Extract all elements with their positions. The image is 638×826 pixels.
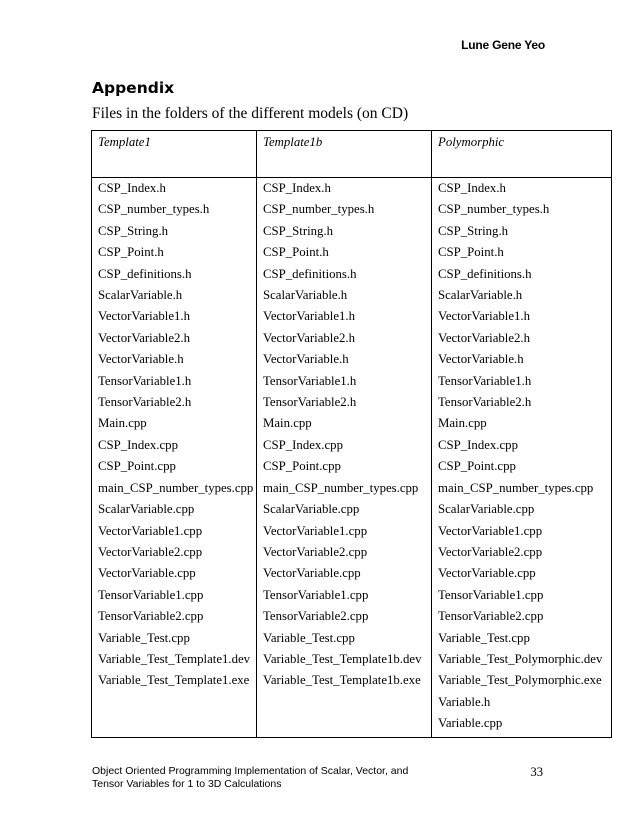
table-row	[92, 435, 612, 456]
table-cell: TensorVariable1.h	[257, 371, 432, 392]
footer-line-1: Object Oriented Programming Implementation of Scalar, Vector, and	[92, 765, 409, 777]
table-cell: VectorVariable.h	[257, 349, 432, 370]
table-cell: Variable_Test.cpp	[257, 628, 432, 649]
table-cell: ScalarVariable.cpp	[432, 499, 612, 520]
table-cell	[257, 713, 432, 738]
table-cell: VectorVariable2.h	[257, 328, 432, 349]
table-cell: TensorVariable1.cpp	[92, 585, 257, 606]
table-cell: Variable_Test_Polymorphic.dev	[432, 649, 612, 670]
table-cell: main_CSP_number_types.cpp	[432, 478, 612, 499]
column-header-template1: Template1	[92, 131, 257, 178]
table-cell: CSP_Point.h	[432, 242, 612, 263]
table-cell: VectorVariable2.cpp	[92, 542, 257, 563]
table-cell: Main.cpp	[92, 413, 257, 434]
table-row	[92, 221, 612, 242]
table-cell: TensorVariable2.h	[92, 392, 257, 413]
table-cell: VectorVariable.cpp	[92, 563, 257, 584]
table-cell: CSP_Point.h	[257, 242, 432, 263]
table-row	[92, 542, 612, 563]
table-cell: Main.cpp	[432, 413, 612, 434]
table-row	[92, 178, 612, 200]
table-cell: VectorVariable.cpp	[432, 563, 612, 584]
table-row	[92, 392, 612, 413]
table-cell: TensorVariable1.cpp	[432, 585, 612, 606]
table-cell: CSP_Index.h	[257, 178, 432, 200]
table-cell: ScalarVariable.h	[432, 285, 612, 306]
table-row	[92, 349, 612, 370]
table-header-row	[92, 131, 612, 178]
footer-title	[92, 765, 452, 791]
table-cell: Variable.h	[432, 692, 612, 713]
table-cell: CSP_Point.h	[92, 242, 257, 263]
table-cell: VectorVariable.h	[432, 349, 612, 370]
table-cell: CSP_Point.cpp	[257, 456, 432, 477]
table-cell: ScalarVariable.h	[92, 285, 257, 306]
table-cell: VectorVariable1.cpp	[257, 521, 432, 542]
table-cell: VectorVariable1.cpp	[92, 521, 257, 542]
author-name: Lune Gene Yeo	[461, 38, 545, 52]
intro-text: Files in the folders of the different models (on CD)	[92, 105, 409, 122]
table-cell: VectorVariable1.h	[432, 306, 612, 327]
table-row	[92, 199, 612, 220]
table-cell: Variable_Test_Template1b.exe	[257, 670, 432, 691]
table-cell: CSP_Index.cpp	[92, 435, 257, 456]
table-cell: TensorVariable2.cpp	[257, 606, 432, 627]
table-cell: Main.cpp	[257, 413, 432, 434]
table-cell: ScalarVariable.cpp	[92, 499, 257, 520]
table-cell: CSP_Index.h	[92, 178, 257, 200]
table-cell: TensorVariable1.h	[432, 371, 612, 392]
table-cell	[92, 692, 257, 713]
table-cell: TensorVariable1.h	[92, 371, 257, 392]
page-number: 33	[530, 765, 543, 779]
table-cell: CSP_Point.cpp	[432, 456, 612, 477]
table-row	[92, 649, 612, 670]
table-row	[92, 371, 612, 392]
table-row	[92, 670, 612, 691]
table-row	[92, 285, 612, 306]
column-header-template1b: Template1b	[257, 131, 432, 178]
table-cell: ScalarVariable.h	[257, 285, 432, 306]
table-cell: VectorVariable1.h	[257, 306, 432, 327]
table-cell: TensorVariable2.cpp	[432, 606, 612, 627]
table-cell: CSP_number_types.h	[432, 199, 612, 220]
table-cell	[257, 692, 432, 713]
table-cell: CSP_definitions.h	[92, 264, 257, 285]
table-cell: VectorVariable.h	[92, 349, 257, 370]
table-cell: TensorVariable1.cpp	[257, 585, 432, 606]
files-table	[91, 130, 612, 738]
table-row	[92, 413, 612, 434]
table-row	[92, 563, 612, 584]
table-cell: CSP_Point.cpp	[92, 456, 257, 477]
table-cell: Variable_Test_Polymorphic.exe	[432, 670, 612, 691]
table-cell: VectorVariable2.h	[432, 328, 612, 349]
table-row	[92, 478, 612, 499]
table-row	[92, 521, 612, 542]
table-row	[92, 328, 612, 349]
table-cell: VectorVariable.cpp	[257, 563, 432, 584]
table-cell: CSP_Index.h	[432, 178, 612, 200]
table-cell: CSP_number_types.h	[92, 199, 257, 220]
table-cell: Variable_Test_Template1b.dev	[257, 649, 432, 670]
table-cell: CSP_number_types.h	[257, 199, 432, 220]
table-row	[92, 264, 612, 285]
table-row	[92, 692, 612, 713]
table-cell: TensorVariable2.h	[257, 392, 432, 413]
table-cell: CSP_String.h	[432, 221, 612, 242]
table-row	[92, 306, 612, 327]
table-cell: Variable.cpp	[432, 713, 612, 738]
table-cell: TensorVariable2.h	[432, 392, 612, 413]
table-cell: CSP_Index.cpp	[432, 435, 612, 456]
table-cell: main_CSP_number_types.cpp	[92, 478, 257, 499]
table-cell: VectorVariable1.cpp	[432, 521, 612, 542]
table-cell: CSP_Index.cpp	[257, 435, 432, 456]
table-row	[92, 242, 612, 263]
table-cell: CSP_String.h	[257, 221, 432, 242]
table-cell: TensorVariable2.cpp	[92, 606, 257, 627]
section-title: Appendix	[92, 79, 175, 97]
table-cell	[92, 713, 257, 738]
table-cell: main_CSP_number_types.cpp	[257, 478, 432, 499]
table-row	[92, 713, 612, 738]
table-cell: CSP_definitions.h	[257, 264, 432, 285]
table-cell: ScalarVariable.cpp	[257, 499, 432, 520]
table-cell: Variable_Test.cpp	[92, 628, 257, 649]
table-cell: VectorVariable2.h	[92, 328, 257, 349]
table-cell: Variable_Test_Template1.dev	[92, 649, 257, 670]
table-cell: CSP_definitions.h	[432, 264, 612, 285]
table-cell: VectorVariable1.h	[92, 306, 257, 327]
table-row	[92, 585, 612, 606]
table-row	[92, 606, 612, 627]
column-header-polymorphic: Polymorphic	[432, 131, 612, 178]
table-row	[92, 628, 612, 649]
table-cell: VectorVariable2.cpp	[257, 542, 432, 563]
table-cell: VectorVariable2.cpp	[432, 542, 612, 563]
table-body	[92, 178, 612, 738]
table-cell: CSP_String.h	[92, 221, 257, 242]
footer-line-2: Tensor Variables for 1 to 3D Calculations	[92, 778, 282, 790]
table-cell: Variable_Test.cpp	[432, 628, 612, 649]
table-row	[92, 499, 612, 520]
table-row	[92, 456, 612, 477]
table-cell: Variable_Test_Template1.exe	[92, 670, 257, 691]
